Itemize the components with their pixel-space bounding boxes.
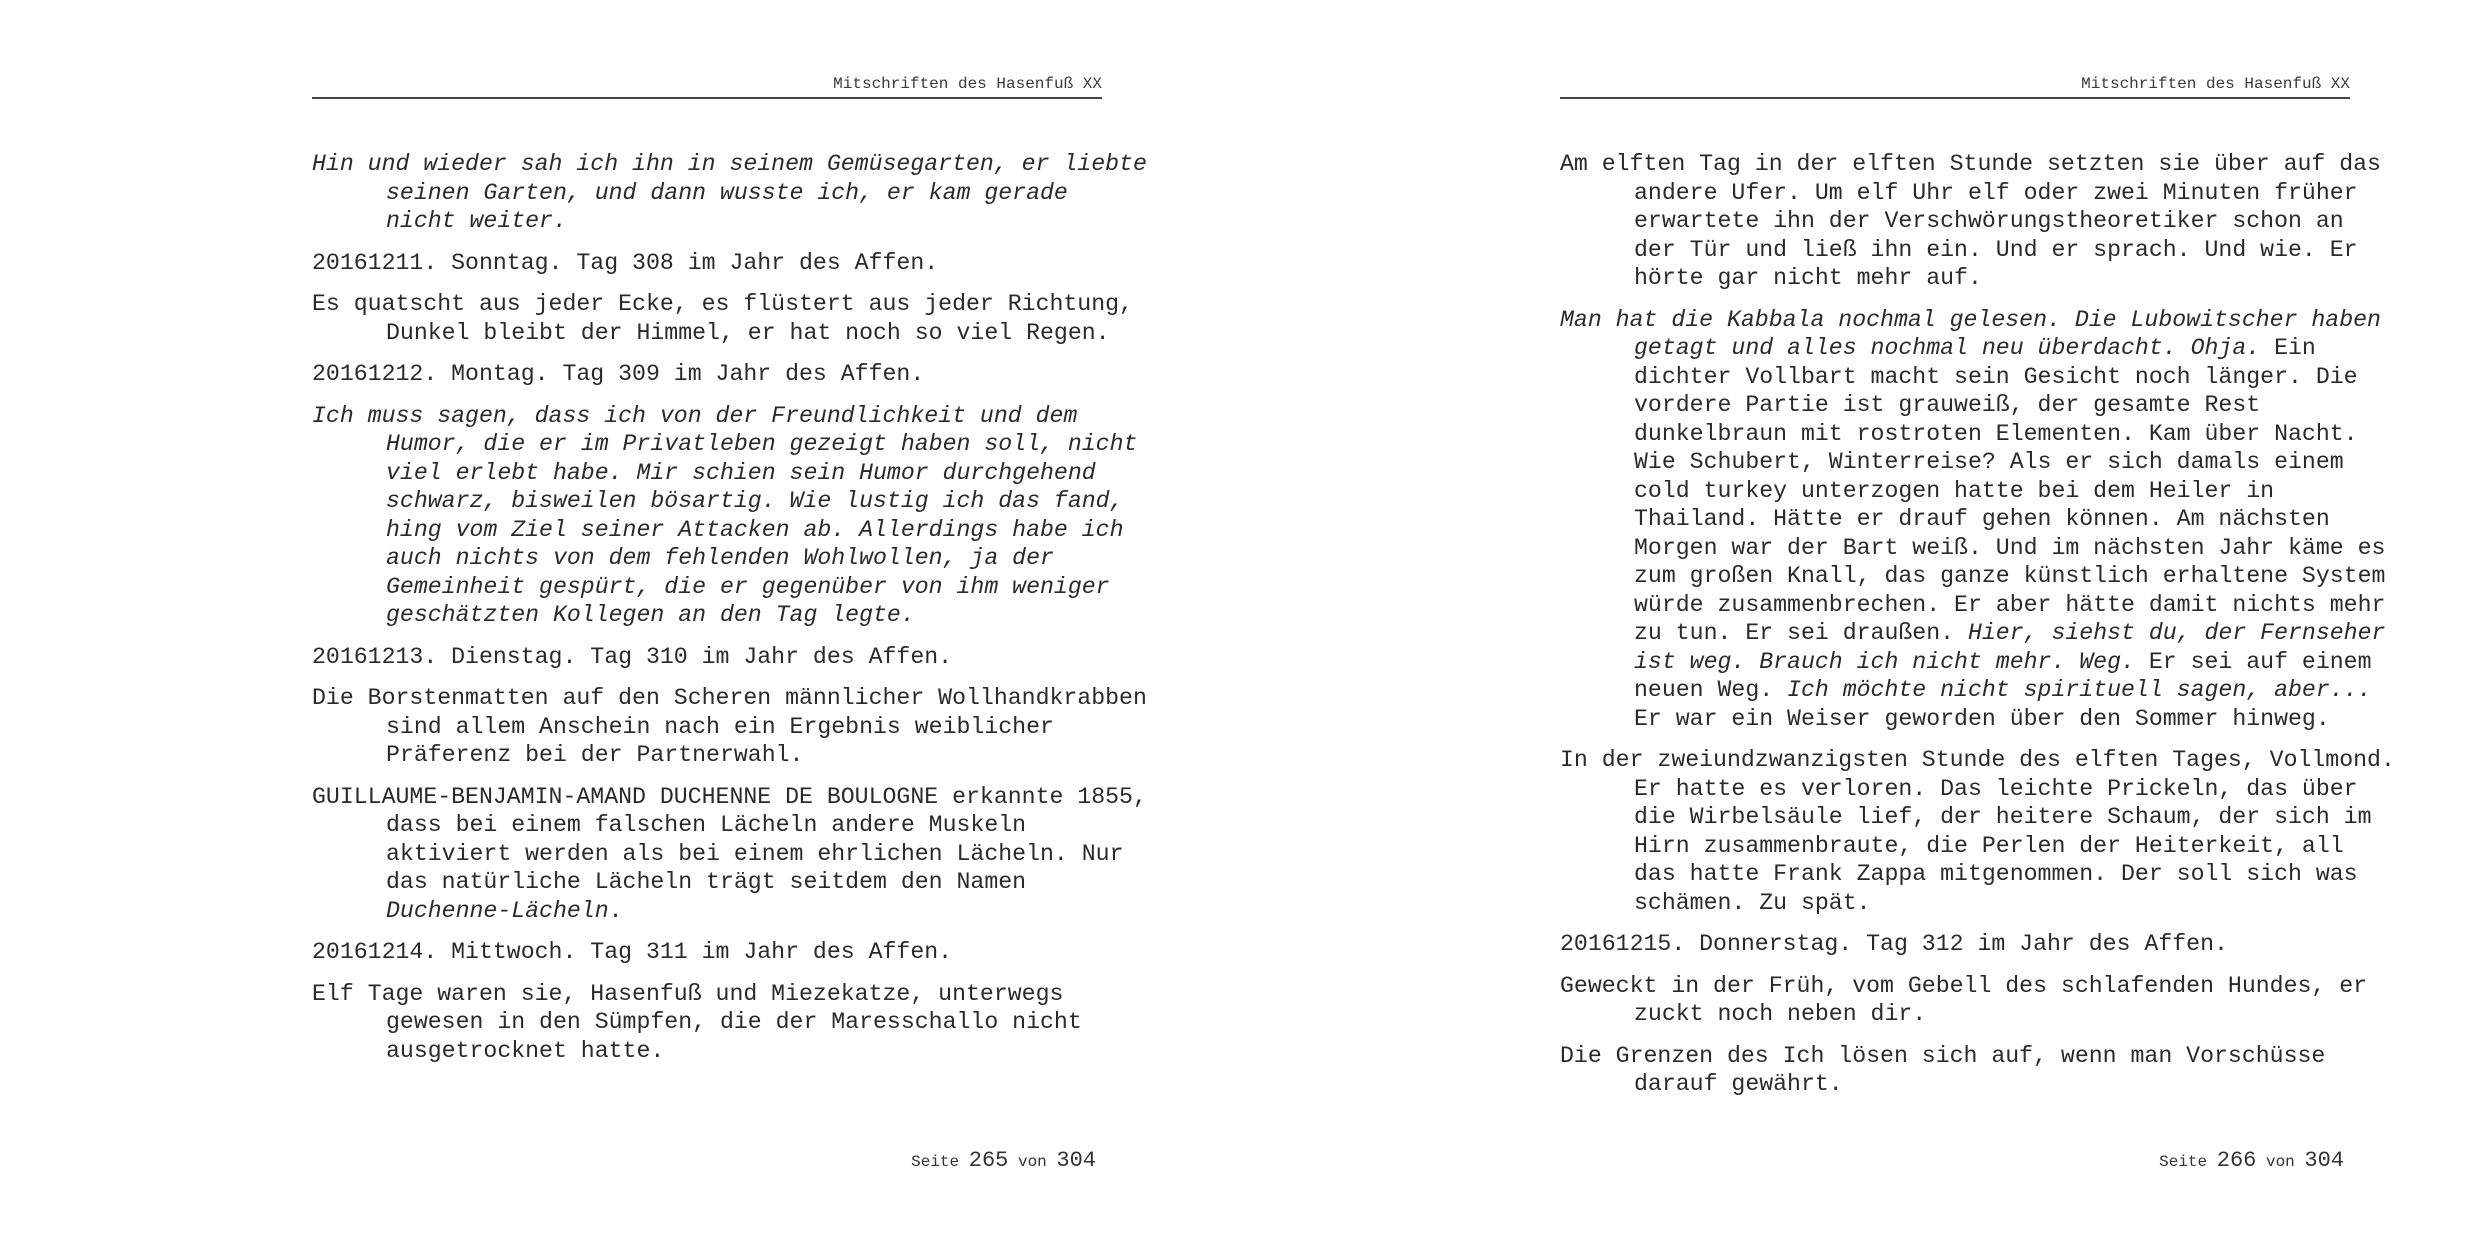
paragraph: [1560, 746, 2395, 917]
text-line: [1634, 619, 2386, 648]
text-line: dass bei einem falschen Lächeln andere Muskeln: [386, 812, 1027, 838]
text-run: Morgen war der Bart weiß. Und im nächsten Jahr käme es: [1634, 534, 2386, 561]
paragraph: [1560, 1042, 2350, 1099]
text-line: [1634, 477, 2350, 506]
folio-number: 266: [2216, 1148, 2257, 1173]
text-line: hörte gar nicht mehr auf.: [1634, 265, 1982, 291]
text-line: Humor, die er im Privatleben gezeigt haben soll, nicht: [386, 431, 1138, 457]
paragraph: [312, 980, 1102, 1066]
text-line: Es quatscht aus jeder Ecke, es flüstert aus jeder Richtung,: [312, 291, 1133, 317]
date-entry: [312, 938, 1102, 967]
folio-prefix: Seite: [2159, 1153, 2208, 1171]
text-line: [1560, 306, 2381, 335]
paragraph: [1560, 150, 2381, 293]
text-line: schwarz, bisweilen bösartig. Wie lustig ich das fand,: [386, 488, 1124, 514]
text-line: GUILLAUME-BENJAMIN-AMAND DUCHENNE DE BOULOGNE erkannte 1855,: [312, 783, 1147, 810]
folio-total: 304: [1056, 1148, 1096, 1173]
text-line: Die Borstenmatten auf den Scheren männlicher Wollhandkrabben: [312, 685, 1147, 711]
italic-run: Ich möchte nicht spirituell sagen, aber...: [1787, 677, 2372, 703]
italic-run: Man hat die Kabbala nochmal gelesen. Die Lubowitscher haben: [1560, 306, 2381, 333]
page-left: [312, 0, 1147, 1240]
date-entry: [312, 643, 1102, 672]
text-line: der Tür und ließ ihn ein. Und er sprach. Und wie. Er: [1634, 236, 2358, 263]
text-run: zum großen Knall, das ganze künstlich erhaltene System: [1634, 563, 2386, 589]
paragraph: [312, 290, 1133, 347]
text-line: 20161212. Montag. Tag 309 im Jahr des Affen.: [312, 361, 925, 387]
text-run: zu tun. Er sei draußen.: [1634, 620, 1968, 646]
page-number: [1560, 1148, 2344, 1175]
text-run: neuen Weg.: [1634, 677, 1788, 703]
text-run: dichter Vollbart macht sein Gesicht noch länger. Die: [1634, 363, 2358, 390]
text-line: [1634, 448, 2350, 477]
text-line: ausgetrocknet hatte.: [386, 1037, 665, 1064]
paragraph: [312, 783, 1147, 926]
text-run: Er sei auf einem: [2134, 648, 2372, 675]
italic-run: Hier, siehst du, der Fernseher: [1967, 620, 2386, 646]
text-line: Hin und wieder sah ich ihn in seinem Gemüsegarten, er liebte: [312, 151, 1147, 177]
italic-run: getagt und alles nochmal neu überdacht. Ohja.: [1634, 335, 2261, 361]
paragraph: [312, 402, 1138, 630]
text-line: 20161215. Donnerstag. Tag 312 im Jahr des Affen.: [1560, 931, 2228, 957]
text-line: [1634, 562, 2386, 591]
text-line: [1634, 591, 2386, 620]
running-head: Mitschriften des Hasenfuß XX: [2081, 75, 2350, 93]
page-body: [1560, 150, 2395, 1112]
text-run: Er war ein Weiser geworden über den Sommer hinweg.: [1634, 705, 2330, 732]
page-right: [1560, 0, 2395, 1240]
paragraph-mixed: [1560, 306, 2386, 734]
date-entry: [312, 360, 1102, 389]
folio-prefix: Seite: [911, 1153, 960, 1171]
running-head: Mitschriften des Hasenfuß XX: [833, 75, 1102, 93]
text-run: Thailand. Hätte er drauf gehen können. Am nächsten: [1634, 506, 2330, 532]
text-line: In der zweiundzwanzigsten Stunde des elften Tages, Vollmond.: [1560, 747, 2395, 773]
text-line: [1634, 363, 2358, 392]
paragraph: [1560, 972, 2368, 1029]
text-line: [1634, 648, 2372, 677]
text-line: [1634, 420, 2358, 449]
date-entry: [312, 249, 1102, 278]
date-entry: [1560, 930, 2350, 959]
text-line: das hatte Frank Zappa mitgenommen. Der soll sich was: [1634, 861, 2358, 887]
text-line: die Wirbelsäule lief, der heitere Schaum, der sich im: [1634, 804, 2372, 830]
text-line: das natürliche Lächeln trägt seitdem den Namen: [386, 869, 1027, 895]
text-line: [1634, 391, 2350, 420]
text-line: [1634, 334, 2350, 363]
text-run: würde zusammenbrechen. Er aber hätte damit nichts mehr: [1634, 591, 2386, 618]
text-line: sind allem Anschein nach ein Ergebnis weiblicher: [386, 713, 1054, 740]
text-run: Ein: [2260, 335, 2316, 361]
text-line: hing vom Ziel seiner Attacken ab. Allerdings habe ich: [386, 516, 1124, 543]
text-line: [386, 897, 1102, 926]
folio-total: 304: [2304, 1148, 2344, 1173]
text-line: [1634, 534, 2386, 563]
text-line: aktiviert werden als bei einem ehrlichen Lächeln. Nur: [386, 840, 1124, 867]
punctuation: .: [608, 897, 623, 924]
text-line: Gemeinheit gespürt, die er gegenüber von ihm weniger: [386, 573, 1110, 600]
text-line: auch nichts von dem fehlenden Wohlwollen, ja der: [386, 545, 1054, 571]
text-line: Dunkel bleibt der Himmel, er hat noch so viel Regen.: [386, 319, 1110, 346]
paragraph: [312, 684, 1147, 770]
page-number: [312, 1148, 1096, 1175]
text-line: Hirn zusammenbraute, die Perlen der Heiterkeit, all: [1634, 832, 2344, 859]
text-line: Die Grenzen des Ich lösen sich auf, wenn man Vorschüsse: [1560, 1042, 2326, 1069]
italic-run: ist weg. Brauch ich nicht mehr. Weg.: [1634, 648, 2135, 675]
text-line: Präferenz bei der Partnerwahl.: [386, 742, 804, 768]
text-line: erwartete ihn der Verschwörungstheoretiker schon an: [1634, 208, 2344, 234]
text-line: [1634, 676, 2372, 705]
text-line: viel erlebt habe. Mir schien sein Humor durchgehend: [386, 459, 1096, 486]
text-line: gewesen in den Sümpfen, die der Maresschallo nicht: [386, 1009, 1082, 1035]
header-rule: [1560, 97, 2350, 99]
text-run: Wie Schubert, Winterreise? Als er sich damals einem: [1634, 449, 2344, 475]
text-run: vordere Partie ist grauweiß, der gesamte Rest: [1634, 392, 2261, 418]
text-line: seinen Garten, und dann wusste ich, er kam gerade: [386, 179, 1068, 206]
text-line: [1634, 705, 2350, 734]
text-line: andere Ufer. Um elf Uhr elf oder zwei Minuten früher: [1634, 179, 2358, 206]
text-line: geschätzten Kollegen an den Tag legte.: [386, 602, 915, 628]
text-line: Geweckt in der Früh, vom Gebell des schlafenden Hundes, er: [1560, 972, 2368, 999]
text-line: 20161214. Mittwoch. Tag 311 im Jahr des Affen.: [312, 939, 953, 965]
text-line: nicht weiter.: [386, 208, 567, 234]
page-body: [312, 150, 1147, 1078]
text-line: Elf Tage waren sie, Hasenfuß und Miezekatze, unterwegs: [312, 980, 1064, 1007]
text-run: cold turkey unterzogen hatte bei dem Heiler in: [1634, 477, 2275, 504]
folio-mid: von: [1017, 1153, 1047, 1171]
paragraph: [312, 150, 1147, 236]
text-line: Ich muss sagen, dass ich von der Freundlichkeit und dem: [312, 402, 1078, 429]
text-line: Er hatte es verloren. Das leichte Prickeln, das über: [1634, 775, 2358, 802]
text-run: dunkelbraun mit rostroten Elementen. Kam über Nacht.: [1634, 420, 2358, 447]
text-line: [1634, 505, 2350, 534]
folio-mid: von: [2265, 1153, 2295, 1171]
text-line: Am elften Tag in der elften Stunde setzten sie über auf das: [1560, 151, 2381, 177]
text-line: 20161211. Sonntag. Tag 308 im Jahr des Affen.: [312, 249, 939, 276]
text-line: darauf gewährt.: [1634, 1071, 1843, 1097]
header-rule: [312, 97, 1102, 99]
italic-term: Duchenne-Lächeln: [386, 897, 609, 924]
text-line: schämen. Zu spät.: [1634, 889, 1871, 916]
folio-number: 265: [968, 1148, 1009, 1173]
text-line: 20161213. Dienstag. Tag 310 im Jahr des Affen.: [312, 643, 953, 670]
text-line: zuckt noch neben dir.: [1634, 1001, 1927, 1027]
